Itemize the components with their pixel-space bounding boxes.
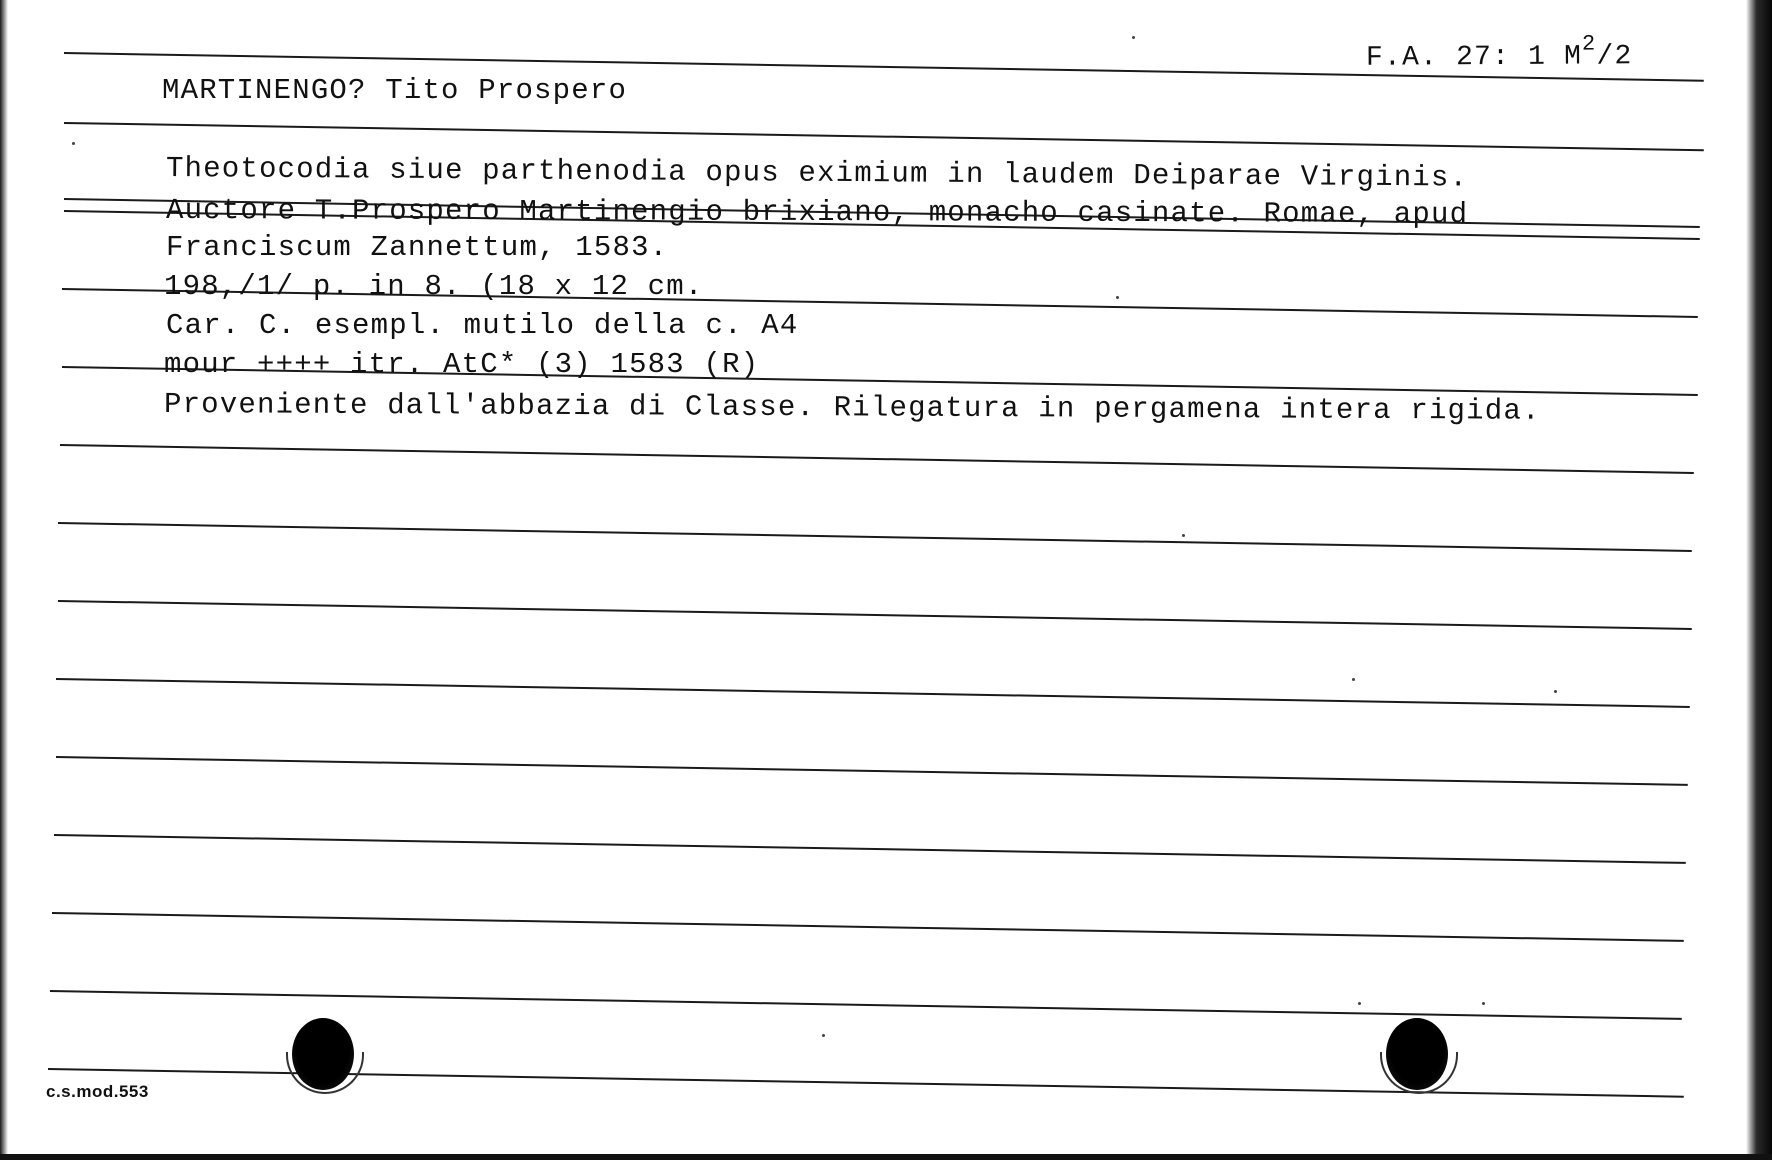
dust-speck [1182, 534, 1185, 537]
ruled-line [58, 600, 1692, 630]
ruled-line [54, 834, 1686, 864]
ruled-line [56, 756, 1688, 786]
dust-speck [72, 142, 75, 145]
ruled-line [64, 122, 1704, 151]
shelf-reference [1366, 33, 1633, 72]
ruled-line [60, 444, 1694, 474]
imprint-line: Franciscum Zannettum, 1583. [166, 231, 669, 264]
title-line-2: Auctore T.Prospero Martinengio brixiano, monacho casinate. Romae, apud [165, 194, 1469, 232]
provenance-line: Proveniente dall'abbazia di Classe. Rilegatura in pergamena intera rigida. [163, 388, 1541, 428]
shelf-reference-tail: /2 [1596, 41, 1633, 73]
dust-speck [1482, 1002, 1485, 1005]
fingerprint-line: mour ++++ itr. AtC* (3) 1583 (R) [164, 348, 760, 381]
ruled-line [58, 522, 1692, 552]
author-heading: MARTINENGO? Tito Prospero [162, 74, 628, 107]
punch-hole-right [1386, 1018, 1448, 1090]
dust-speck [822, 1034, 825, 1037]
card-right-shadow [1746, 0, 1772, 1160]
form-code: c.s.mod.553 [46, 1082, 149, 1101]
copy-note-line: Car. C. esempl. mutilo della c. A4 [166, 309, 799, 342]
dust-speck [1554, 690, 1557, 693]
dust-speck [1116, 296, 1119, 299]
shelf-reference-sup: 2 [1581, 31, 1597, 57]
dust-speck [1358, 1002, 1361, 1005]
ruled-line [52, 912, 1684, 942]
dust-speck [1132, 36, 1135, 39]
shelf-reference-main: F.A. 27: 1 M [1365, 41, 1583, 74]
card-left-shadow [0, 0, 8, 1160]
ruled-line [50, 990, 1682, 1020]
collation-line: 198,/1/ p. in 8. (18 x 12 cm. [164, 270, 704, 303]
card-bottom-shadow [0, 1154, 1772, 1160]
ruled-line [56, 678, 1690, 708]
punch-hole-left [292, 1018, 354, 1090]
title-line-1: Theotocodia siue parthenodia opus eximium in laudem Deiparae Virginis. [165, 152, 1469, 195]
dust-speck [1352, 678, 1355, 681]
